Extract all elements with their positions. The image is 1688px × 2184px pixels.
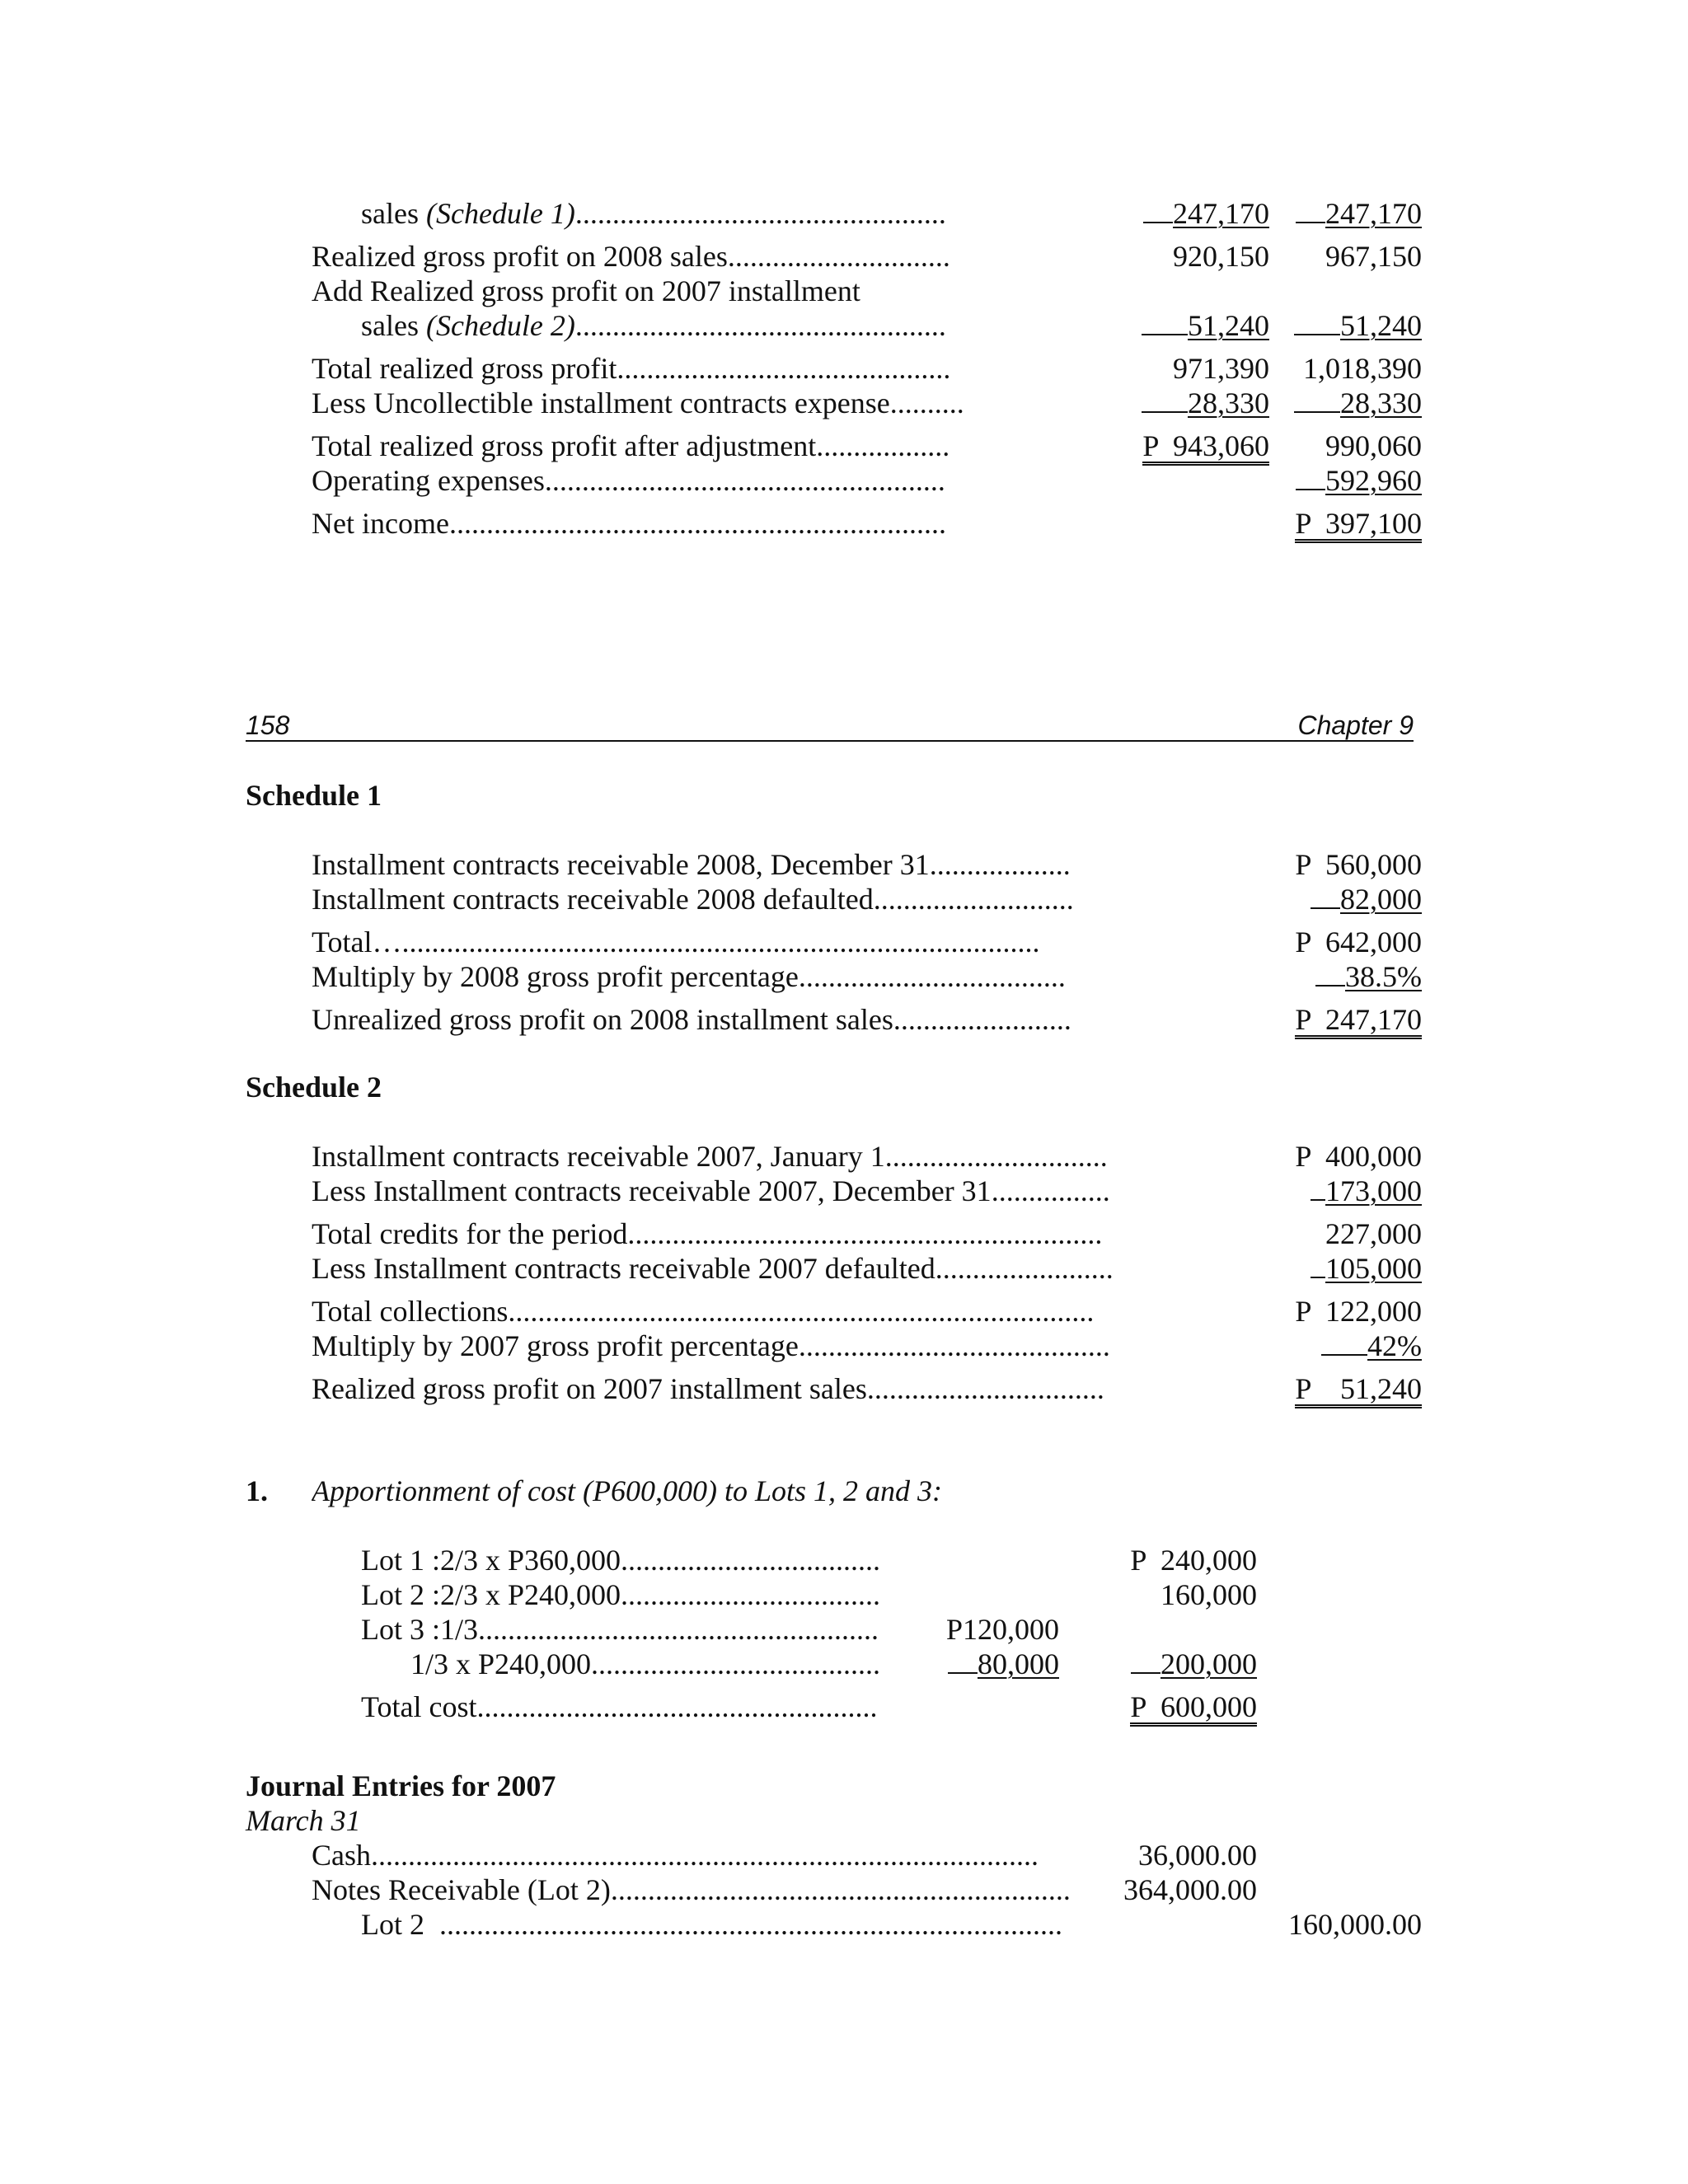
row-label: 1/3 x P240,000....................................... xyxy=(410,1647,881,1680)
statement-row-unrealized-gp-2008 xyxy=(0,196,1688,231)
journal-date: March 31 xyxy=(246,1804,361,1837)
schedule-1-title: Schedule 1 xyxy=(246,779,382,812)
credit-value: 160,000.00 xyxy=(1288,1908,1422,1941)
row-label: Installment contracts receivable 2008 defaulted........................... xyxy=(312,883,1074,916)
col-a-value: 51,240 xyxy=(1142,308,1269,343)
row-label: Total realized gross profit............................................. xyxy=(312,352,951,385)
col-b-value: P 600,000 xyxy=(1130,1690,1257,1727)
schedule-1-row xyxy=(0,1002,1688,1037)
col-b-value: 160,000 xyxy=(1160,1578,1257,1611)
col-a-value: 28,330 xyxy=(1142,386,1269,420)
schedule-2-title: Schedule 2 xyxy=(246,1071,382,1104)
col-b-value: 967,150 xyxy=(1325,240,1422,273)
col-a-value: 80,000 xyxy=(948,1647,1059,1681)
account-name: Lot 2 .................................................................................... xyxy=(361,1908,1062,1941)
statement-row-total-realized-gp xyxy=(0,351,1688,386)
apportionment-row-total xyxy=(0,1690,1688,1724)
account-name: Cash.......................................................................................... xyxy=(312,1839,1039,1872)
schedule-1-row xyxy=(0,882,1688,916)
row-label: sales (Schedule 2).................................................. xyxy=(361,309,946,342)
col-b-value: 990,060 xyxy=(1325,429,1422,462)
col-a-value: P 943,060 xyxy=(1142,429,1269,466)
row-label: Less Installment contracts receivable 2007, December 31................ xyxy=(312,1174,1110,1207)
row-value: P 642,000 xyxy=(1295,926,1422,958)
schedule-2-row xyxy=(0,1216,1688,1251)
row-value: 105,000 xyxy=(1311,1251,1422,1286)
row-label: Less Uncollectible installment contracts expense.......... xyxy=(312,387,964,419)
row-value: 227,000 xyxy=(1325,1217,1422,1250)
row-label: Realized gross profit on 2008 sales.............................. xyxy=(312,240,950,273)
schedule-2-row xyxy=(0,1139,1688,1174)
statement-row-realized-gp-2008 xyxy=(0,239,1688,274)
col-b-value: P 397,100 xyxy=(1295,506,1422,543)
schedule-2-row xyxy=(0,1174,1688,1208)
journal-row-cash xyxy=(0,1838,1688,1872)
row-label: Lot 3 :1/3...................................................... xyxy=(361,1613,879,1646)
schedule-2-row xyxy=(0,1329,1688,1363)
journal-title: Journal Entries for 2007 xyxy=(246,1769,556,1802)
row-label: Net income................................................................... xyxy=(312,507,946,540)
row-label: Realized gross profit on 2007 installment sales................................ xyxy=(312,1372,1104,1405)
row-value: P 247,170 xyxy=(1295,1002,1422,1039)
schedule-2-row xyxy=(0,1294,1688,1329)
page-number: 158 xyxy=(246,710,290,740)
row-label: Installment contracts receivable 2008, December 31................... xyxy=(312,848,1071,881)
problem-1-heading xyxy=(0,1474,1688,1508)
row-label: Multiply by 2007 gross profit percentage.......................................... xyxy=(312,1329,1110,1362)
row-value: 82,000 xyxy=(1311,882,1422,916)
row-value: P 51,240 xyxy=(1295,1371,1422,1408)
debit-value: 364,000.00 xyxy=(1123,1873,1257,1906)
row-label: Multiply by 2008 gross profit percentage.................................... xyxy=(312,960,1066,993)
col-a-value: P120,000 xyxy=(945,1613,1059,1646)
statement-row-uncollectible-expense xyxy=(0,386,1688,420)
statement-row-schedule-2-sales xyxy=(0,308,1688,343)
row-value: P 400,000 xyxy=(1295,1140,1422,1173)
statement-row-add-realized-gp-2007 xyxy=(0,274,1688,308)
col-b-value: 1,018,390 xyxy=(1303,352,1422,385)
col-b-value: 28,330 xyxy=(1294,386,1422,420)
problem-number: 1. xyxy=(246,1474,268,1507)
row-label: Installment contracts receivable 2007, January 1.............................. xyxy=(312,1140,1108,1173)
row-label: Add Realized gross profit on 2007 installment xyxy=(312,274,860,307)
journal-row-notes-receivable xyxy=(0,1872,1688,1907)
col-b-value: 51,240 xyxy=(1294,308,1422,343)
row-label: Total realized gross profit after adjustment.................. xyxy=(312,429,950,462)
schedule-1-row xyxy=(0,959,1688,994)
row-value: 42% xyxy=(1321,1329,1422,1363)
chapter-label: Chapter 9 xyxy=(1297,710,1414,740)
row-label: Lot 2 :2/3 x P240,000................................... xyxy=(361,1578,881,1611)
row-label: Total cost...................................................... xyxy=(361,1690,878,1723)
schedule-1-row xyxy=(0,847,1688,882)
row-label: Lot 1 :2/3 x P360,000................................... xyxy=(361,1544,881,1577)
statement-row-operating-expenses xyxy=(0,463,1688,498)
statement-row-net-income xyxy=(0,506,1688,541)
col-b-value: 247,170 xyxy=(1296,196,1422,231)
col-a-value: 971,390 xyxy=(1173,352,1269,385)
row-label: Total…...................................................................................... xyxy=(312,926,1040,958)
row-label: Unrealized gross profit on 2008 installment sales........................ xyxy=(312,1003,1071,1036)
debit-value: 36,000.00 xyxy=(1138,1839,1257,1872)
col-a-value: 247,170 xyxy=(1143,196,1269,231)
col-a-value: 920,150 xyxy=(1173,240,1269,273)
row-label: Less Installment contracts receivable 2007 defaulted........................ xyxy=(312,1252,1114,1285)
schedule-1-row xyxy=(0,925,1688,959)
col-b-value: 200,000 xyxy=(1131,1647,1257,1681)
row-value: 173,000 xyxy=(1311,1174,1422,1208)
header-rule xyxy=(246,740,1414,742)
row-value: 38.5% xyxy=(1315,959,1422,994)
apportionment-row-lot-3-part xyxy=(0,1647,1688,1681)
col-b-value: 592,960 xyxy=(1296,463,1422,498)
apportionment-row-lot-3 xyxy=(0,1612,1688,1647)
apportionment-row-lot-1 xyxy=(0,1543,1688,1577)
row-label: sales (Schedule 1).................................................. xyxy=(361,197,946,230)
row-value: P 560,000 xyxy=(1295,848,1422,881)
col-b-value: P 240,000 xyxy=(1130,1544,1257,1577)
schedule-2-row xyxy=(0,1251,1688,1286)
problem-title: Apportionment of cost (P600,000) to Lots 1, 2 and 3: xyxy=(312,1474,942,1507)
schedule-2-row xyxy=(0,1371,1688,1406)
row-label: Total collections............................................................................... xyxy=(312,1295,1095,1328)
row-label: Total credits for the period................................................................ xyxy=(312,1217,1103,1250)
row-value: P 122,000 xyxy=(1295,1295,1422,1328)
statement-row-total-after-adjustment xyxy=(0,429,1688,463)
account-name: Notes Receivable (Lot 2).............................................................. xyxy=(312,1873,1071,1906)
row-label: Operating expenses...................................................... xyxy=(312,464,945,497)
apportionment-row-lot-2 xyxy=(0,1577,1688,1612)
journal-row-lot-2 xyxy=(0,1907,1688,1942)
